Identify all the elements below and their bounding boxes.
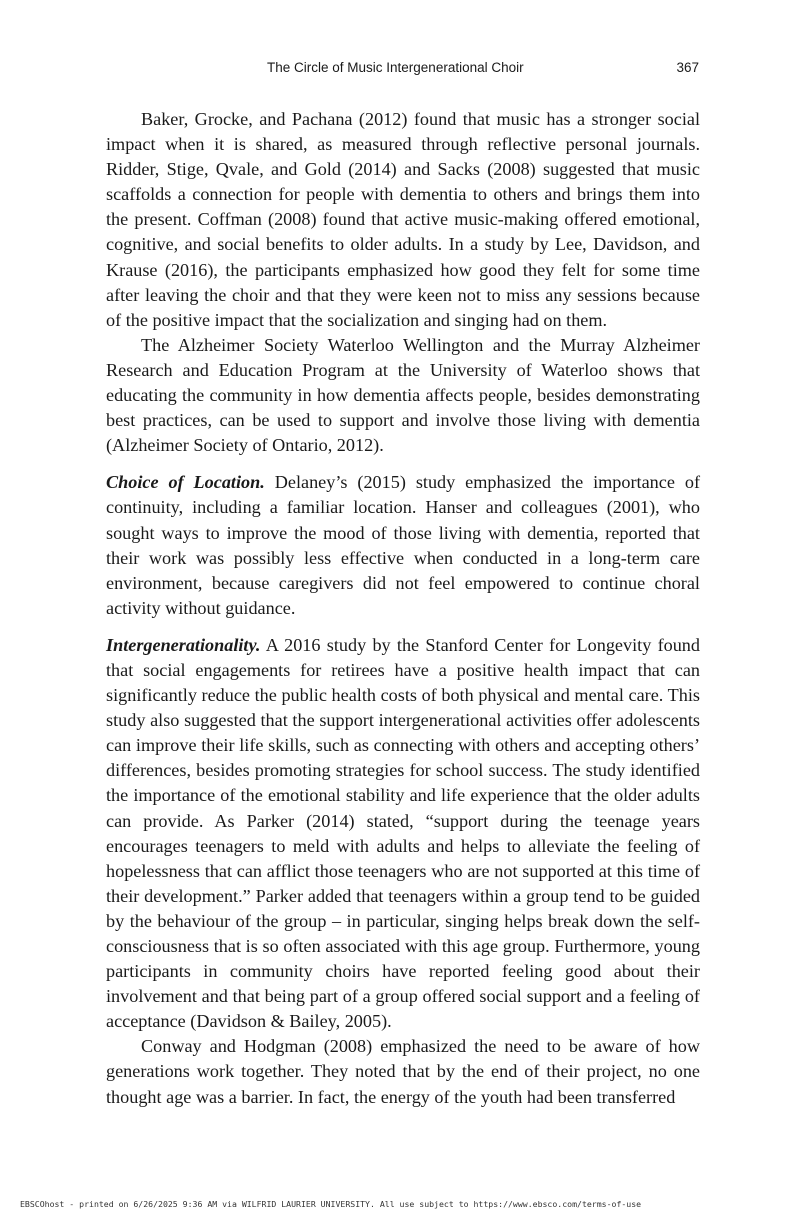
- section-text-choice-of-location: Delaney’s (2015) study emphasized the importance of continuity, including a familiar location. Hanser and colleagues (2001), who sought ways to improve the mood of those living with dementia, reported that their work was possibly less effective when conducted in a long-term care environment, because caregivers did not feel empowered to continue choral activity without guidance.: [106, 472, 700, 618]
- paragraph-conway-hodgman: Conway and Hodgman (2008) emphasized the need to be aware of how generations work together. They noted that by the end of their project, no one thought age was a barrier. In fact, the energy of the youth had been transferred: [106, 1036, 700, 1107]
- section-text-intergenerationality: A 2016 study by the Stanford Center for Longevity found that social engagements for retirees have a positive health impact that can significantly reduce the public health costs of both physical and mental care. This study also suggested that the support intergenerational activities offer adolescents can improve their life skills, such as connecting with others and accepting others’ differences, besides promoting strategies for school success. The study identified the importance of the emotional stability and life experience that the older adults can provide. As Parker (2014) stated, “support during the teenage years encourages teenagers to meld with adults and helps to alleviate the feeling of hopelessness that can afflict those teenagers who are not supported at this time of their development.” Parker added that teenagers within a group tend to be guided by the behaviour of the group – in particular, singing helps break down the self-consciousness that is so often associated with this age group. Furthermore, young participants in community choirs have reported feeling good about their involvement and that being part of a group offered social support and a feeling of acceptance (Davidson & Bailey, 2005).: [106, 634, 700, 1032]
- section-intergenerationality: [106, 633, 700, 1035]
- section-choice-of-location: [106, 470, 700, 621]
- section-heading-choice-of-location: Choice of Location.: [106, 472, 265, 493]
- paragraph-music-social-impact: Baker, Grocke, and Pachana (2012) found that music has a stronger social impact when it is shared, as measured through reflective personal journals. Ridder, Stige, Qvale, and Gold (2014) and Sacks (2008) suggested that music scaffolds a connection for people with dementia to others and brings them into the present. Coffman (2008) found that active music-making offered emotional, cognitive, and social benefits to older adults. In a study by Lee, Davidson, and Krause (2016), the participants emphasized how good they felt for some time after leaving the choir and that they were keen not to miss any sessions because of the positive impact that the socialization and singing had on them.: [106, 109, 700, 330]
- section-heading-intergenerationality: Intergenerationality.: [106, 634, 261, 655]
- body-text: [106, 107, 700, 1110]
- page-number: 367: [676, 60, 699, 75]
- ebsco-footer: EBSCOhost - printed on 6/26/2025 9:36 AM via WILFRID LAURIER UNIVERSITY. All use subject to https://www.ebsco.com/terms-of-use: [20, 1199, 642, 1209]
- paragraph-alzheimer-society: The Alzheimer Society Waterloo Wellington and the Murray Alzheimer Research and Education Program at the University of Waterloo shows that educating the community in how dementia affects people, besides demonstrating best practices, can be used to support and involve those living with dementia (Alzheimer Society of Ontario, 2012).: [106, 334, 700, 456]
- running-header: [0, 60, 806, 80]
- running-title: The Circle of Music Intergenerational Choir: [267, 60, 524, 75]
